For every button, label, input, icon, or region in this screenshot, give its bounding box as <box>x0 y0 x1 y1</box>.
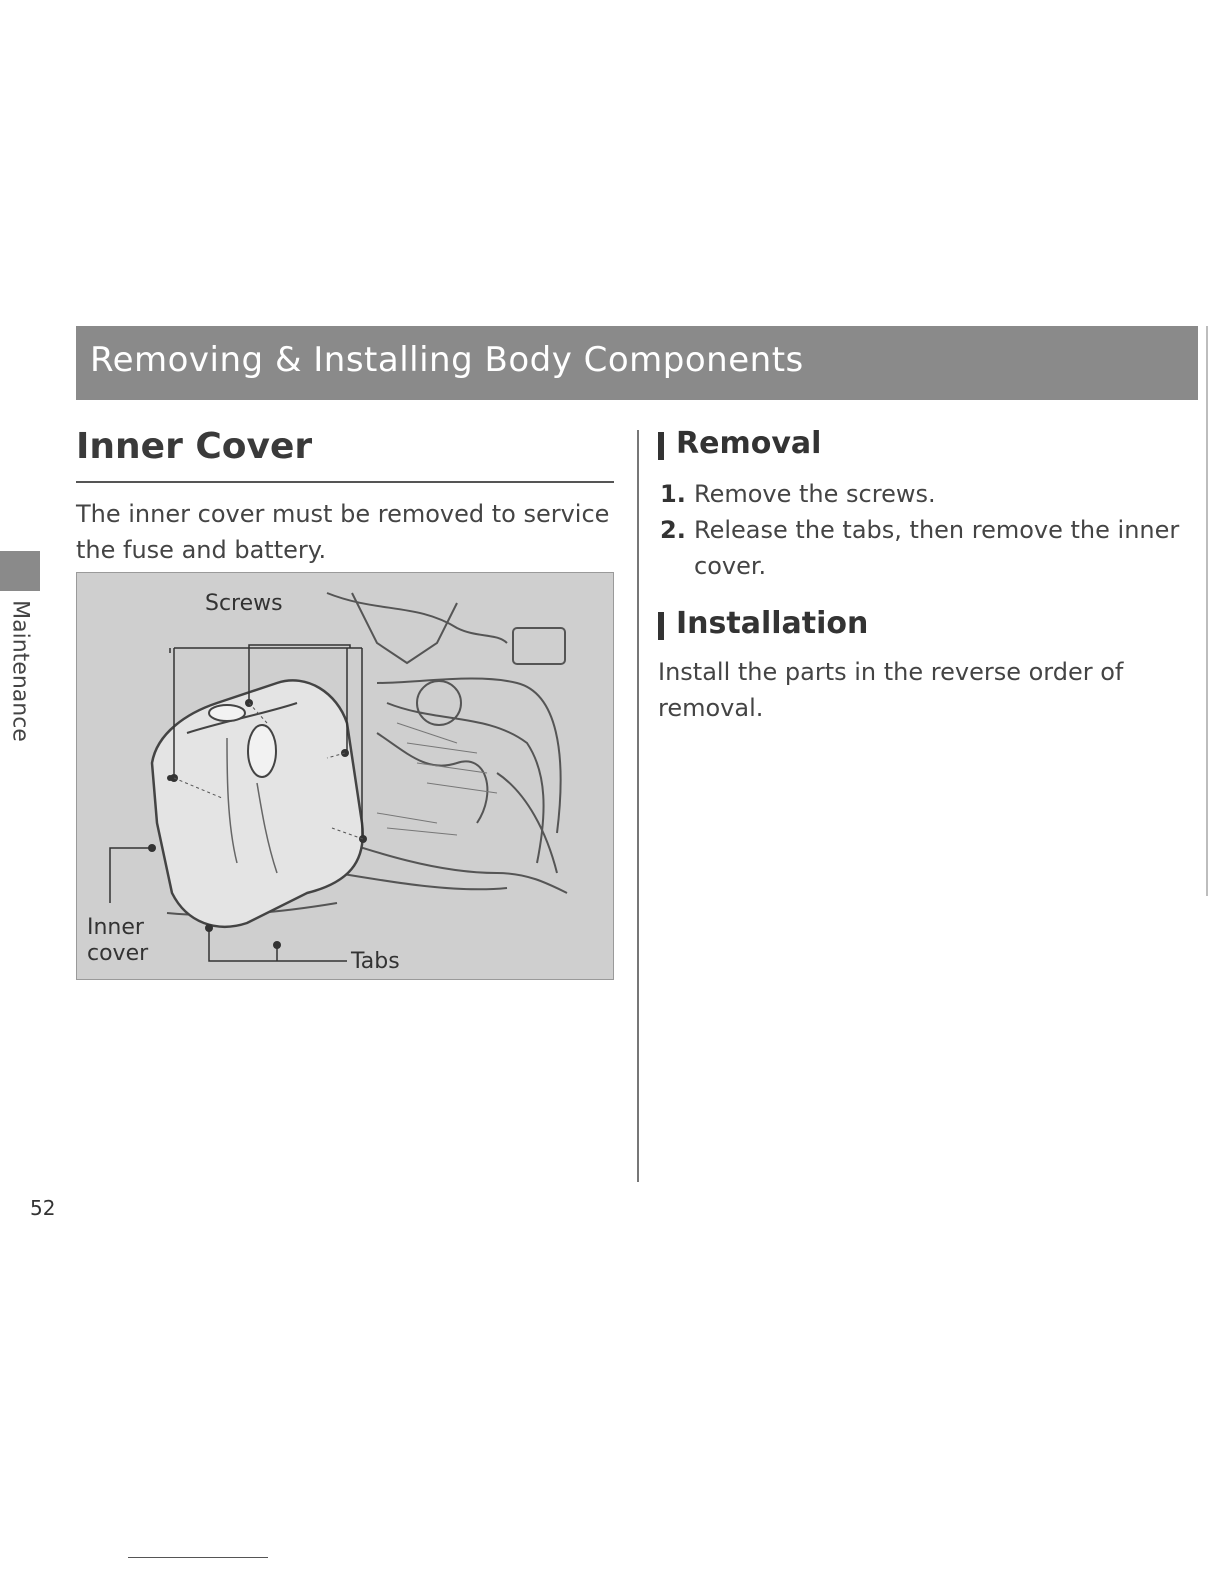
step-text: Release the tabs, then remove the inner cover. <box>694 516 1180 580</box>
figure-label-screws: Screws <box>205 591 283 616</box>
removal-step-2 <box>660 512 1180 584</box>
figure-label-tabs: Tabs <box>351 949 400 974</box>
page-number: 52 <box>30 1196 56 1220</box>
removal-step-1 <box>660 476 1180 512</box>
installation-paragraph: Install the parts in the reverse order of removal. <box>658 658 1124 722</box>
chapter-tab-marker <box>0 551 40 591</box>
chapter-label: Maintenance <box>7 600 33 742</box>
removal-heading: Removal <box>658 426 821 461</box>
column-divider <box>637 430 639 1182</box>
section-title: Removing & Installing Body Components <box>90 340 804 380</box>
figure-label-inner-cover-line2: cover <box>87 941 149 966</box>
illustration-drawing <box>77 573 614 980</box>
chapter-label-wrap <box>0 596 40 746</box>
figure-label-inner-cover-line1: Inner <box>87 915 144 940</box>
step-text: Remove the screws. <box>694 480 936 508</box>
step-number: 1. <box>660 480 686 508</box>
section-banner <box>76 326 1198 400</box>
page-edge-rule <box>1206 326 1208 896</box>
step-number: 2. <box>660 516 686 544</box>
inner-cover-illustration <box>76 572 614 980</box>
intro-paragraph: The inner cover must be removed to service the fuse and battery. <box>76 500 610 564</box>
footer-rule <box>128 1557 268 1558</box>
heading-rule <box>76 481 614 483</box>
installation-heading: Installation <box>658 606 868 641</box>
page-heading: Inner Cover <box>76 426 313 467</box>
